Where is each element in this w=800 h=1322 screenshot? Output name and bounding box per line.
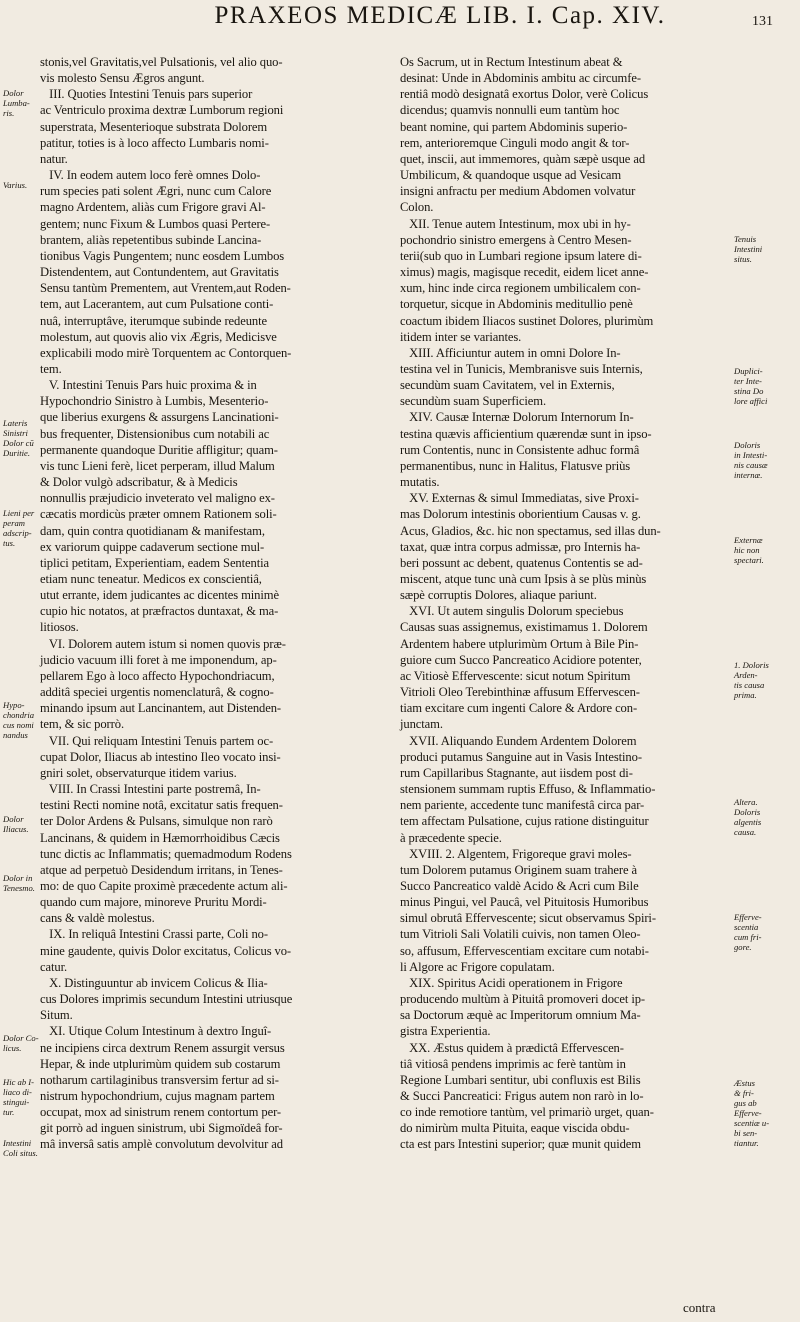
right-text-column: Os Sacrum, ut in Rectum Intestinum abeat & desinat: Unde in Abdominis ambitu ac circumfe- rentiâ modò designatâ exortus Dolor, verè Colicus dicendus; quamvis nonnulli eum tantùm hoc beant nomine, qui partem Abdominis superio- rem, anterioremque Cinguli modo angit & tor- quet, inscii, aut immemores, quàm sæpè usque ad Umbilicum, & quandoque usque ad Vesicam insigni anfractu per medium Abdomen volvatur Colon. XII. Tenue autem Intestinum, mox ubi in hy- pochondrio sinistro emergens à Centro Mesen- terii(sub quo in Lumbari regione ipsum latere di- ximus) magis, magisque recedit, eidem licet anne- xum, hinc inde circa regionem umbilicalem con- torquetur, sicque in Abdominis meditullio penè coactum ibidem Iliacos sustinet Dolores, plurimùm itidem inter se variantes. XIII. Afficiuntur autem in omni Dolore In- testina vel in Tunicis, Membranisve suis Internis, secundùm suam Cavitatem, vel in Externis, secundùm suam Superficiem. XIV. Causæ Internæ Dolorum Internorum In- testina quævis afficientium quærendæ sunt in ipso- rum Contentis, nunc in Consistente adhuc formâ permanentibus, nunc in Halitus, Flatusve priùs mutatis. XV. Externas & simul Immediatas, sive Proxi- mas Dolorum intestinis oborientium Causas v. g. Acus, Gladios, &c. hic non spectamus, sed illas dun- taxat, quæ intra corpus admissæ, pro Internis ha- beri possunt ac debent, quatenus Contentis se ad- miscent, atque tunc unà cum Ipsis à se plùs minùs sæpè corruptis Dolores, aliaque pariunt. XVI. Ut autem singulis Dolorum speciebus Causas suas assignemus, existimamus 1. Dolorem Ardentem habere utplurimùm Ortum à Bile Pin- guiore cum Succo Pancreatico Acidiore potenter, ac Vitiosè Effervescente: sicut notum Spiritum Vitrioli Oleo Terebinthinæ affusum Effervescen- tiam excitare cum ingenti Calore & Ardore con- junctam. XVII. Aliquando Eundem Ardentem Dolorem produci putamus Sanguine aut in Vasis Intestino- rum Capillaribus Stagnante, aut iisdem post di- stensionem summam ruptis Effuso, & Inflammatio- nem pariente, accedente tunc manifestâ circa par- tem affectam Pulsatione, cujus ratione distinguitur à præcedente specie. XVIII. 2. Algentem, Frigoreque gravi moles- tum Dolorem putamus Originem suam trahere à Succo Pancreatico valdè Acido & Acri cum Bile minus Pingui, vel Paucâ, vel Pituitosis Humoribus simul obrutâ Effervescente; sicut observamus Spiri- tum Vitrioli Sali Volatili cuivis, non tamen Oleo- so, affusum, Effervescentiam excitare cum notabi- li Algore ac Frigore copulatam. XIX. Spiritus Acidi operationem in Frigore producendo multùm à Pituitâ promoveri docet ip- sa Doctorum æquè ac Imperitorum omnium Ma- gistra Experientia. XX. Æstus quidem à prædictâ Effervescen- tiâ vitiosâ pendens imprimis ac ferè tantùm in Regione Lumbari sentitur, ubi confluxis est Bilis & Succi Pancreatici: Frigus autem non rarò in lo- co inde remotiore tantùm, vel primariò urget, quan- do nimirùm multa Pituita, eaque viscida obdu- cta est pars Intestini superior; quæ munit quidem (400, 55, 661, 1152)
right-margin-note: Tenuis Intestini situs. (734, 234, 763, 264)
right-margin-note: Æstus & fri- gus ab Efferve- scentiæ u- bi sen- tiantur. (734, 1078, 770, 1148)
left-margin-note: Hic ab I- liaco di- stingui- tur. (3, 1077, 35, 1117)
catchword: contra (683, 1300, 716, 1315)
right-margin-note: Doloris in Intesti- nis causæ internæ. (734, 440, 768, 480)
right-margin-note: Altera. Doloris algentis causa. (734, 797, 762, 837)
left-margin-note: Lateris Sinistri Dolor cū Duritie. (3, 418, 34, 458)
left-margin-note: Lieni per peram adscrip- tus. (3, 508, 35, 548)
right-margin-note: Efferve- scentia cum fri- gore. (734, 912, 762, 952)
right-margin-note: Duplici- ter Inte- stina Do lore affici (734, 366, 768, 406)
running-title: PRAXEOS MEDICÆ LIB. I. Cap. XIV. (214, 2, 666, 29)
right-margin-note: 1. Doloris Arden- tis causa prima. (734, 660, 769, 700)
left-text-column: stonis,vel Gravitatis,vel Pulsationis, vel alio quo- vis molesto Sensu Ægros angunt. III. Quoties Intestini Tenuis pars superior ac Ventriculo proxima dextræ Lumborum regioni superstrata, Mesenterioque substrata Dolorem patitur, toties is à loco affecto Lumbaris nomi- natur. IV. In eodem autem loco ferè omnes Dolo- rum species pati solent Ægri, nunc cum Calore magno Ardentem, aliàs cum Frigore gravi Al- gentem; nunc Fixum & Lumbos quasi Pertere- brantem, aliàs repetentibus subinde Lancina- tionibus Vagis Pungentem; nunc eosdem Lumbos Distendentem, aut Contundentem, aut Gravitatis Sensu tantùm Prementem, aut Vrentem,aut Roden- tem, aut Lacerantem, aut cum Pulsatione conti- nuâ, interruptâve, iterumque subinde redeunte molestum, aut quovis alio vix Ægris, Medicisve explicabili modo mirè Torquentem ac Contorquen- tem. V. Intestini Tenuis Pars huic proxima & in Hypochondrio Sinistro à Lumbis, Mesenterio- que liberius exurgens & assurgens Lancinationi- bus frequenter, Distensionibus cum notabili ac permanente quandoque Duritie affligitur; quam- vis tunc Lieni ferè, licet perperam, illud Malum & Dolor vulgò adscribatur, & à Medicis nonnullis præjudicio inveterato vel maligno ex- cæcatis mordicùs præter omnem Rationem soli- dam, quin contra quotidianam & manifestam, ex variorum quippe cadaverum sectione mul- tiplici petitam, Experientiam, eadem Sententia etiam nunc teneatur. Medicos ex conscientiâ, utut errante, idem judicantes ac dicentes minimè cupio hic notatos, at præfractos duntaxat, & ma- litiosos. VI. Dolorem autem istum si nomen quovis præ- judicio vacuum illi foret à me imponendum, ap- pellarem Ego à loco affecto Hypochondriacum, additâ speciei urgentis nomenclaturâ, & cogno- minando ipsum aut Lancinantem, aut Distenden- tem, & sic porrò. VII. Qui reliquam Intestini Tenuis partem oc- cupat Dolor, Iliacus ab intestino Ileo vocato insi- gniri solet, observaturque itidem varius. VIII. In Crassi Intestini parte postremâ, In- testini Recti nomine notâ, excitatur satis frequen- ter Dolor Ardens & Pulsans, simulque non rarò Lancinans, & quidem in Hæmorrhoidibus Cæcis tunc dictis ac Inflammatis; quemadmodum Rodens atque ad perpetuò Desidendum irritans, in Tenes- mo: de quo Capite proximè præcedente actum ali- quando cum majore, minoreve Pruritu Mordi- cans & valdè molestus. IX. In reliquâ Intestini Crassi parte, Coli no- mine gaudente, quivis Dolor excitatus, Colicus vo- catur. X. Distinguuntur ab invicem Colicus & Ilia- cus Dolores imprimis secundum Intestini utriusque Situm. XI. Utique Colum Intestinum à dextro Inguî- ne incipiens circa dextrum Renem assurgit versus Hepar, & inde utplurimùm quidem sub costarum notharum cartilaginibus transversim fertur ad si- nistrum hypochondrium, cujus magnam partem occupat, mox ad sinistrum renem contortum per- git porrò ad inguen sinistrum, ubi Sigmoïdeâ for- mâ inversâ satis amplè convolutum devolvitur ad (40, 55, 293, 1152)
left-margin-note: Dolor in Tenesmo. (3, 873, 35, 893)
page-number: 131 (752, 14, 773, 29)
left-margin-note: Intestini Coli situs. (3, 1138, 38, 1158)
left-margin-note: Dolor Iliacus. (3, 814, 29, 834)
left-margin-note: Hypo- chondria cus nomi nandus (3, 700, 35, 740)
left-margin-note: Varius. (3, 180, 28, 190)
right-margin-note: Externæ hic non spectari. (734, 535, 764, 565)
left-margin-note: Dolor Lumba- ris. (3, 88, 30, 118)
left-margin-note: Dolor Co- licus. (3, 1033, 39, 1053)
